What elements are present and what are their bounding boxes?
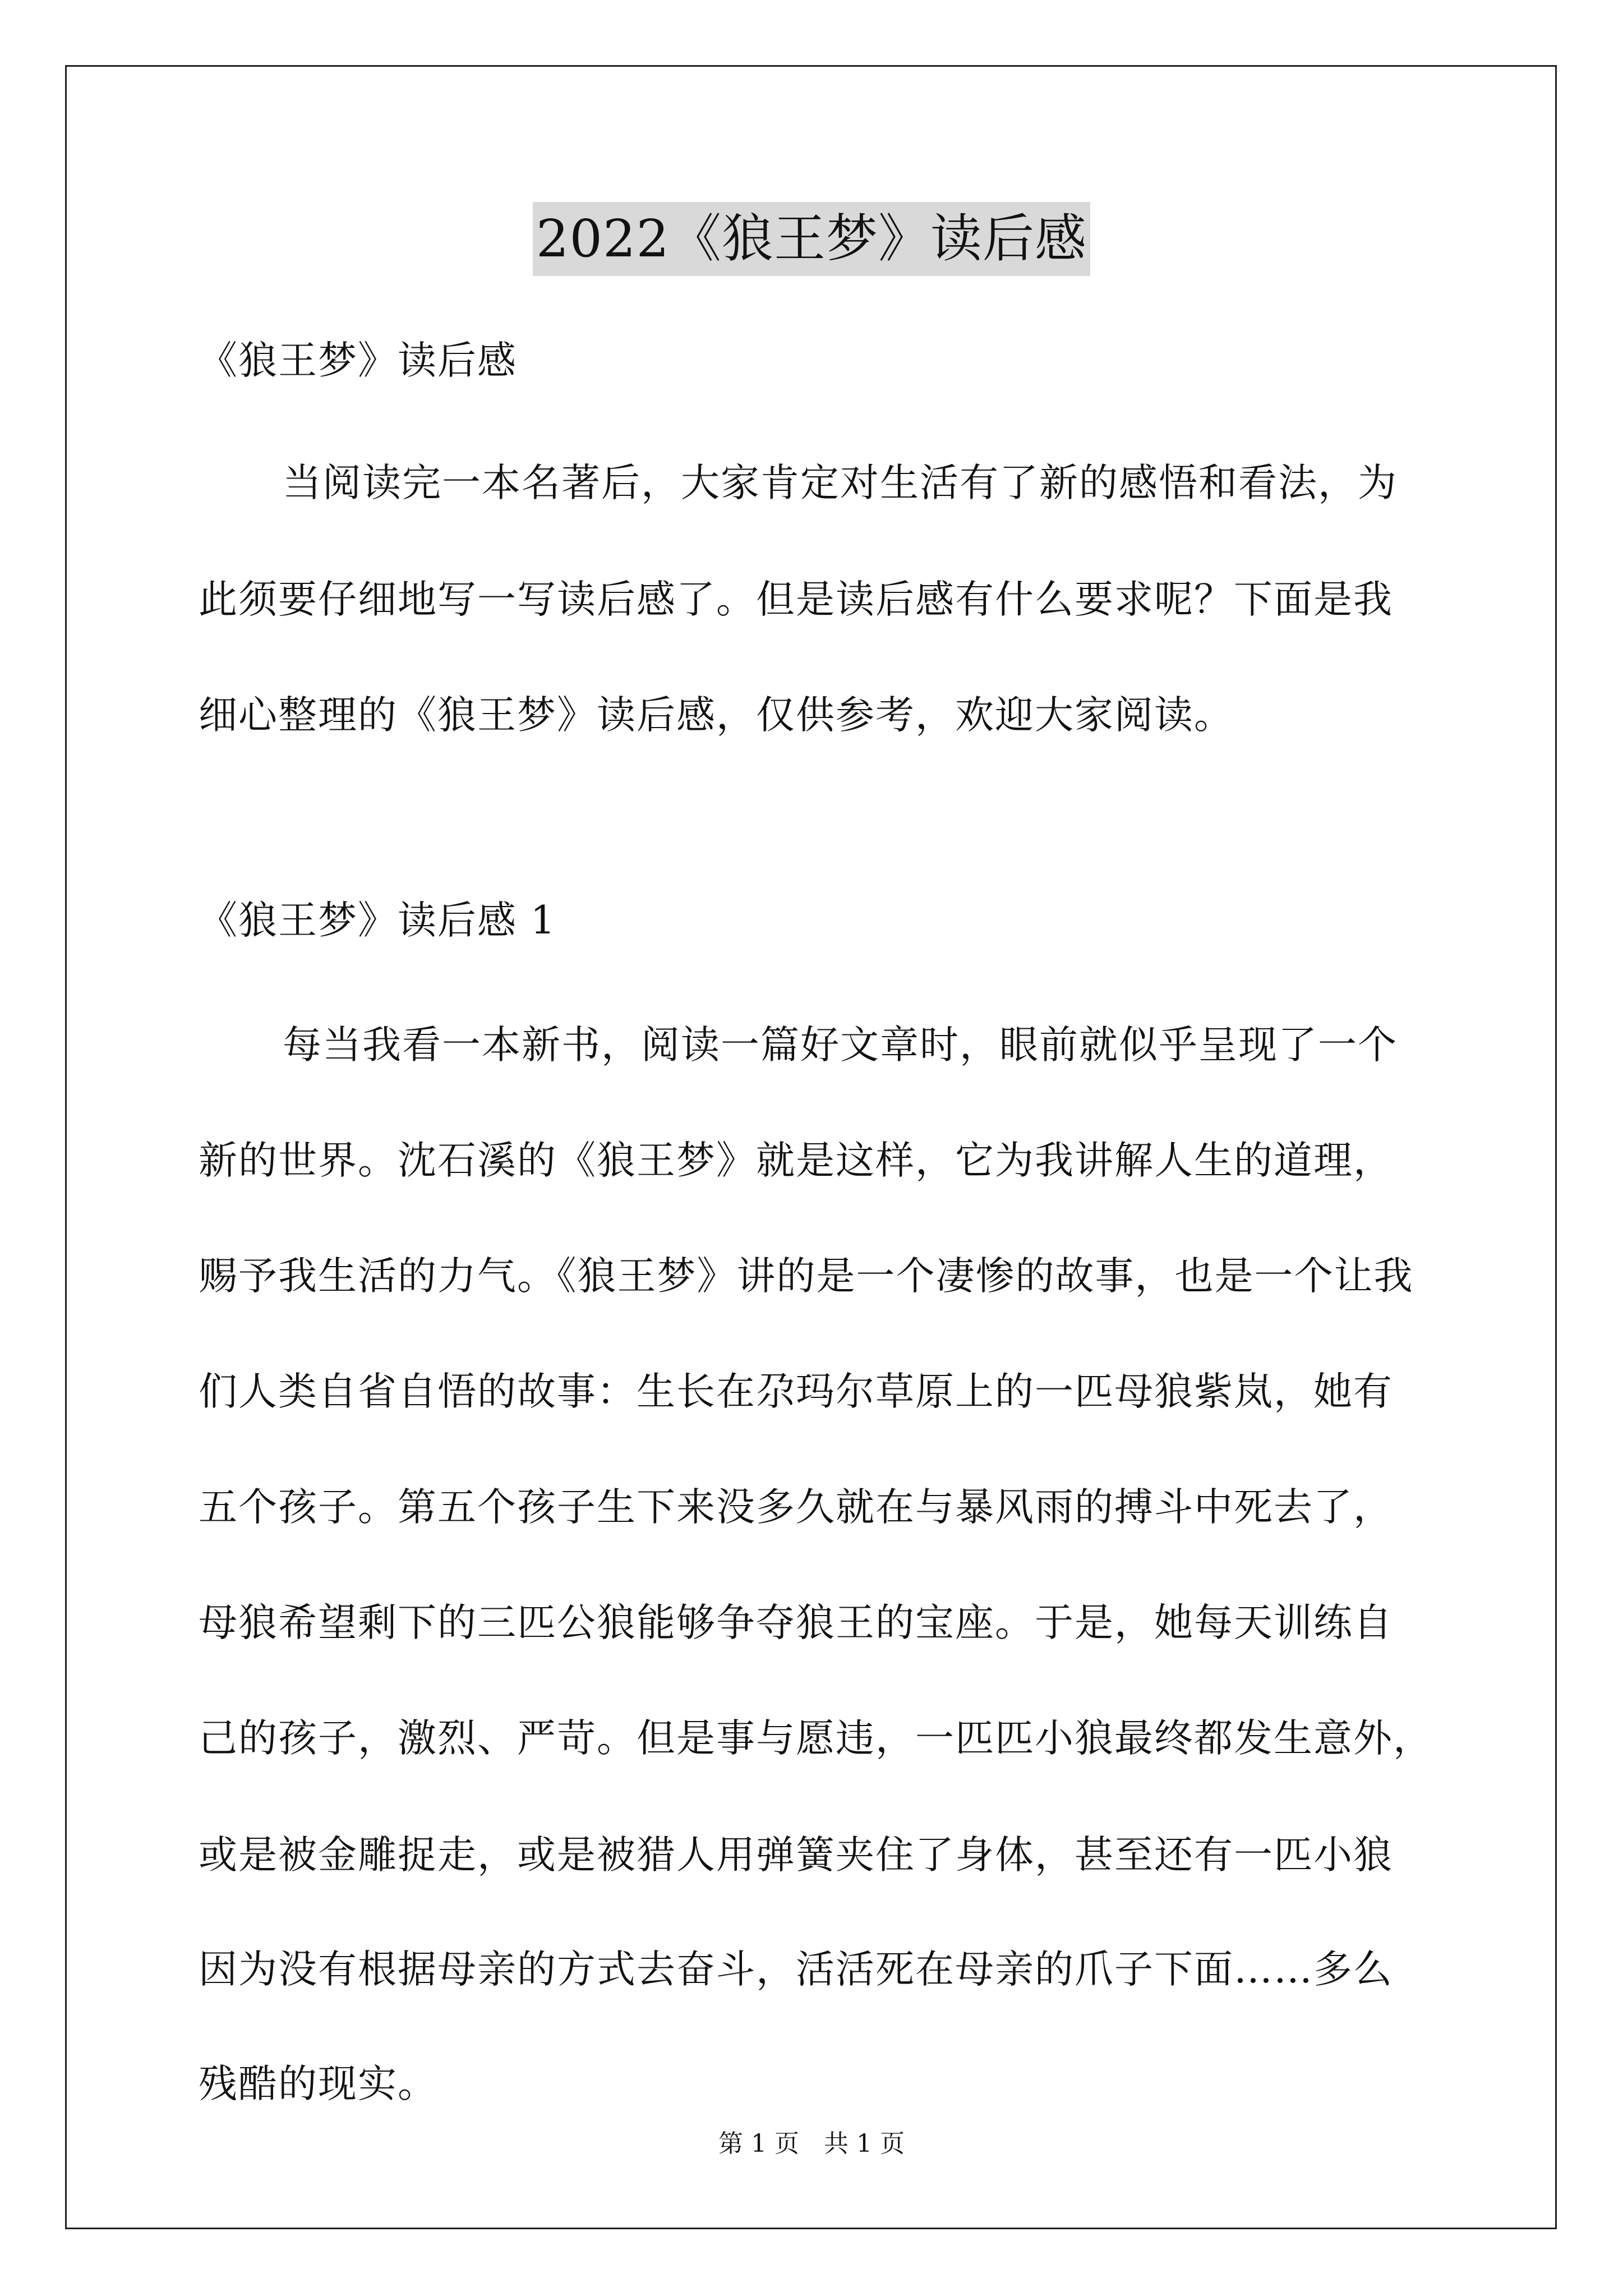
paragraph-line: 新的世界。沈石溪的《狼王梦》就是这样，它为我讲解人生的道理， <box>199 1138 1393 1183</box>
section-heading: 《狼王梦》读后感 1 <box>199 898 556 943</box>
paragraph-line: 己的孩子，激烈、严苛。但是事与愿违，一匹匹小狼最终都发生意外， <box>199 1716 1433 1761</box>
paragraph-line: 当阅读完一本名著后，大家肯定对生活有了新的感悟和看法，为 <box>283 461 1398 505</box>
page-footer: 第 1 页 共 1 页 <box>718 2129 905 2158</box>
paragraph-line: 残酷的现实。 <box>199 2062 437 2106</box>
paragraph-line: 或是被金雕捉走，或是被猎人用弹簧夹住了身体，甚至还有一匹小狼 <box>199 1833 1393 1878</box>
paragraph-line: 因为没有根据母亲的方式去奋斗，活活死在母亲的爪子下面……多么 <box>199 1947 1393 1992</box>
paragraph-line: 细心整理的《狼王梦》读后感，仅供参考，欢迎大家阅读。 <box>199 693 1234 738</box>
paragraph-line: 们人类自省自悟的故事：生长在尕玛尔草原上的一匹母狼紫岚，她有 <box>199 1369 1393 1414</box>
paragraph-line: 赐予我生活的力气。《狼王梦》讲的是一个凄惨的故事，也是一个让我 <box>199 1254 1414 1299</box>
paragraph-line: 此须要仔细地写一写读后感了。但是读后感有什么要求呢？下面是我 <box>199 577 1393 622</box>
paragraph-line: 母狼希望剩下的三匹公狼能够争夺狼王的宝座。于是，她每天训练自 <box>199 1600 1393 1645</box>
paragraph-line: 每当我看一本新书，阅读一篇好文章时，眼前就似乎呈现了一个 <box>283 1023 1398 1068</box>
title-container <box>0 202 1623 276</box>
document-title: 2022《狼王梦》读后感 <box>533 202 1090 276</box>
paragraph-line: 五个孩子。第五个孩子生下来没多久就在与暴风雨的搏斗中死去了， <box>199 1485 1393 1530</box>
intro-heading: 《狼王梦》读后感 <box>199 338 517 383</box>
